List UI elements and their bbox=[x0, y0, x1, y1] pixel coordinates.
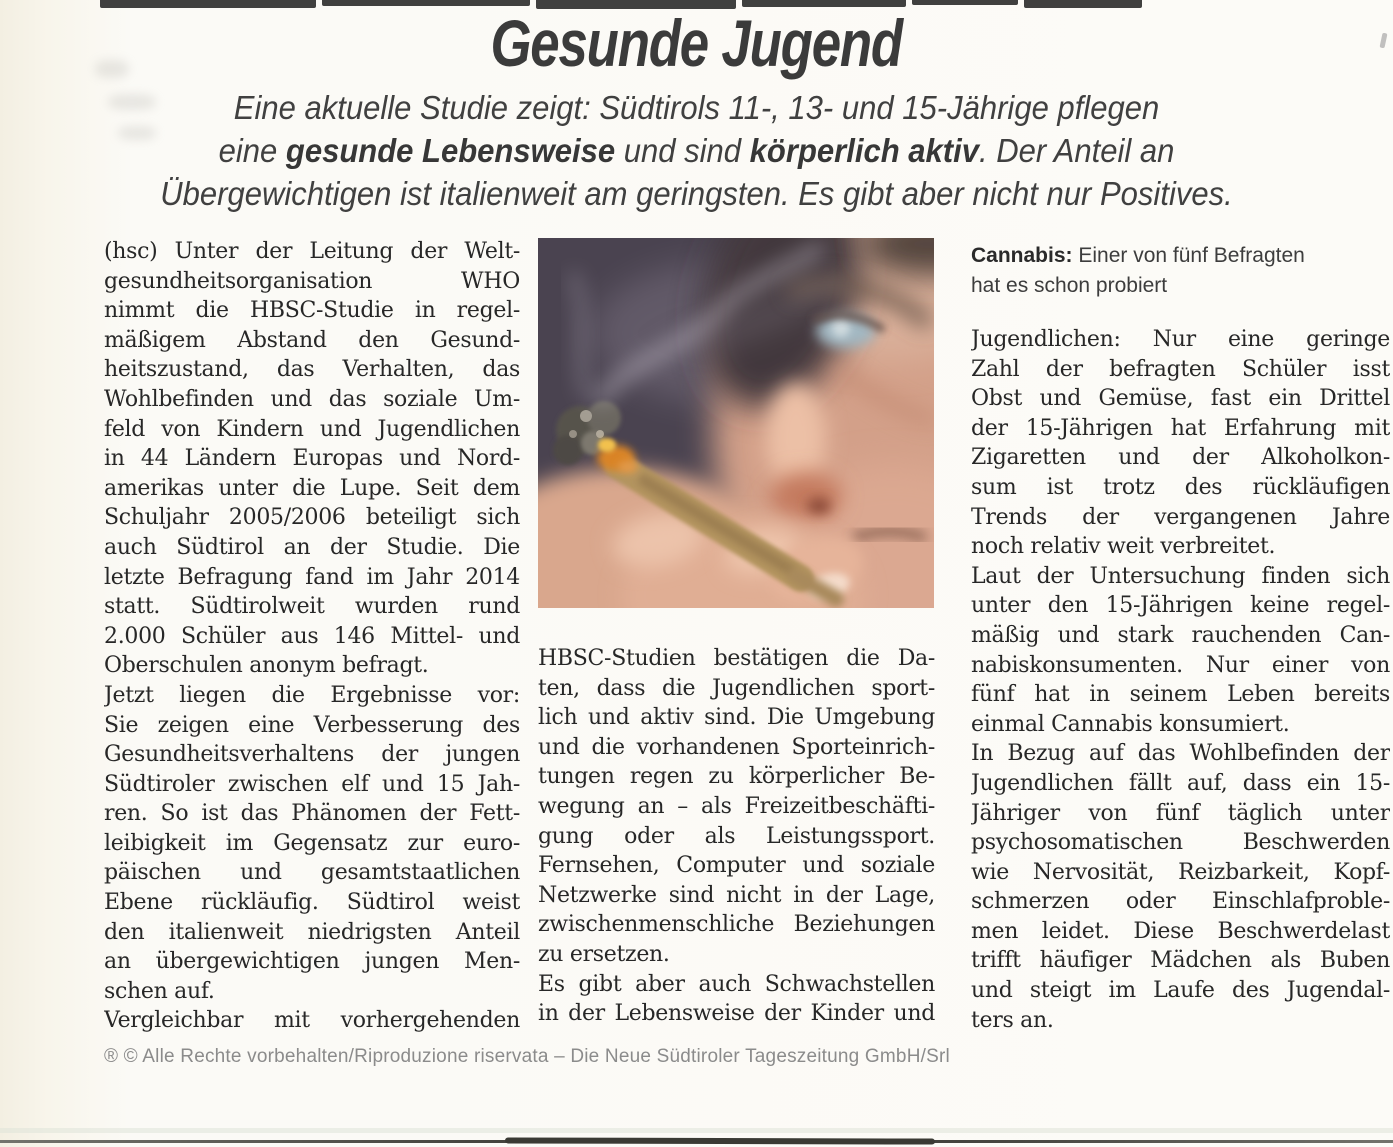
middle-column bbox=[538, 644, 935, 1029]
body-line: Schuljahr 2005/2006 beteiligt sich bbox=[104, 505, 520, 531]
caption-line-segment: Einer von fünf Befragten bbox=[1072, 244, 1305, 267]
scan-bottom-tint bbox=[0, 1128, 1393, 1133]
body-line: gung oder als Leistungssport. bbox=[538, 823, 935, 849]
body-line: lich und aktiv sind. Die Umgebung bbox=[538, 705, 935, 731]
body-line: statt. Südtirolweit wurden rund bbox=[104, 594, 520, 620]
body-line: nimmt die HBSC-Studie in regel- bbox=[104, 298, 520, 324]
body-line: trifft häufiger Mädchen als Buben bbox=[971, 948, 1390, 974]
body-line: Ebene rückläufig. Südtirol weist bbox=[104, 890, 520, 916]
body-line: päischen und gesamtstaatlichen bbox=[104, 860, 520, 886]
subtitle-line-bold-segment: gesunde Lebensweise bbox=[285, 132, 616, 169]
body-line: in der Lebensweise der Kinder und bbox=[538, 1001, 935, 1027]
caption-line bbox=[971, 241, 1391, 271]
body-line: HBSC-Studien bestätigen die Da- bbox=[538, 646, 935, 671]
body-line: und die vorhandenen Sporteinrich- bbox=[538, 734, 935, 760]
subtitle-line bbox=[42, 129, 1351, 172]
subtitle-line-bold-segment: körperlich aktiv bbox=[749, 132, 979, 169]
body-line: ters an. bbox=[971, 1007, 1054, 1033]
subtitle-line-segment: und sind bbox=[615, 132, 750, 169]
body-line: Trends der vergangenen Jahre bbox=[971, 504, 1390, 530]
subtitle-line-segment: Eine aktuelle Studie zeigt: Südtirols 11-, 13- und 15-Jährige pflegen bbox=[233, 89, 1160, 126]
body-line: der 15-Jährigen hat Erfahrung mit bbox=[971, 415, 1390, 441]
body-line: Jetzt liegen die Ergebnisse vor: bbox=[104, 682, 520, 708]
body-line: zwischenmenschliche Beziehungen bbox=[538, 912, 935, 938]
body-line: den italienweit niedrigsten Anteil bbox=[104, 919, 520, 945]
headline bbox=[0, 4, 1393, 82]
body-line: feld von Kindern und Jugendlichen bbox=[104, 416, 520, 442]
body-line: leibigkeit im Gegensatz zur euro- bbox=[104, 830, 520, 856]
body-line: Fernsehen, Computer und soziale bbox=[538, 853, 935, 879]
body-line: amerikas unter die Lupe. Seit dem bbox=[104, 475, 520, 501]
body-line: nabiskonsumenten. Nur einer von bbox=[971, 652, 1390, 678]
body-line: Oberschulen anonym befragt. bbox=[104, 653, 429, 679]
body-line: Jugendlichen: Nur eine geringe bbox=[971, 327, 1390, 352]
body-line: schmerzen oder Einschlafproble- bbox=[971, 889, 1390, 915]
body-line: psychosomatischen Beschwerden bbox=[971, 830, 1390, 856]
body-line: einmal Cannabis konsumiert. bbox=[971, 711, 1290, 737]
subtitle-line-segment: Übergewichtigen ist italienweit am geringsten. Es gibt aber nicht nur Positives. bbox=[160, 175, 1233, 212]
body-line: men leidet. Diese Beschwerdelast bbox=[971, 918, 1390, 944]
body-line: und steigt im Laufe des Jugendal- bbox=[971, 978, 1390, 1004]
body-line: Zigaretten und der Alkoholkon- bbox=[971, 445, 1390, 471]
body-line: 2.000 Schüler aus 146 Mittel- und bbox=[104, 623, 520, 649]
body-line: Südtiroler zwischen elf und 15 Jah- bbox=[104, 771, 520, 797]
subtitle-line bbox=[42, 86, 1351, 129]
body-line: Jugendlichen fällt auf, dass ein 15- bbox=[971, 770, 1390, 796]
body-line: noch relativ weit verbreitet. bbox=[971, 534, 1276, 560]
subtitle-line-segment: eine bbox=[218, 132, 286, 169]
body-line: Jähriger von fünf täglich unter bbox=[971, 800, 1390, 826]
body-line: auch Südtirol an der Studie. Die bbox=[104, 534, 520, 560]
caption-line-bold-segment: Cannabis: bbox=[971, 244, 1073, 267]
caption-line bbox=[971, 271, 1391, 301]
scan-bottom-edge-blob bbox=[505, 1137, 935, 1144]
body-line: letzte Befragung fand im Jahr 2014 bbox=[104, 564, 520, 590]
subtitle-line-segment: . Der Anteil an bbox=[978, 132, 1175, 169]
body-line: schen auf. bbox=[104, 978, 215, 1004]
body-line: sum ist trotz des rückläufigen bbox=[971, 474, 1390, 500]
caption-line-segment: hat es schon probiert bbox=[971, 274, 1168, 297]
body-line: wie Nervosität, Reizbarkeit, Kopf- bbox=[971, 859, 1390, 885]
body-line: Netzwerke sind nicht in der Lage, bbox=[538, 882, 935, 908]
body-line: unter den 15-Jährigen keine regel- bbox=[971, 593, 1390, 619]
body-line: (hsc) Unter der Leitung der Welt- bbox=[104, 239, 520, 264]
body-line: Sie zeigen eine Verbesserung des bbox=[104, 712, 520, 738]
body-line: zu ersetzen. bbox=[538, 941, 670, 967]
body-line: Laut der Untersuchung finden sich bbox=[971, 563, 1390, 589]
body-line: Zahl der befragten Schüler isst bbox=[971, 356, 1390, 382]
body-line: ren. So ist das Phänomen der Fett- bbox=[104, 801, 520, 827]
body-line: an übergewichtigen jungen Men- bbox=[104, 949, 520, 975]
body-line: in 44 Ländern Europas und Nord- bbox=[104, 446, 520, 472]
subtitle bbox=[0, 86, 1393, 215]
body-line: gesundheitsorganisation WHO bbox=[104, 268, 520, 294]
photo-illustration bbox=[538, 238, 934, 608]
body-line: Es gibt aber auch Schwachstellen bbox=[538, 971, 935, 997]
body-line: Wohlbefinden und das soziale Um- bbox=[104, 386, 520, 412]
copyright-footer: ® © Alle Rechte vorbehalten/Riproduzione riservata – Die Neue Südtiroler Tageszeitung GmbH/Srl bbox=[104, 1046, 950, 1067]
article-photo bbox=[538, 238, 934, 608]
body-line: Gesundheitsverhaltens der jungen bbox=[104, 742, 520, 768]
body-line: wegung an – als Freizeitbeschäfti- bbox=[538, 793, 935, 819]
body-line: ten, dass die Jugendlichen sport- bbox=[538, 675, 935, 701]
body-line: mäßig und stark rauchenden Can- bbox=[971, 622, 1390, 648]
body-line: tungen regen zu körperlicher Be- bbox=[538, 764, 935, 790]
body-line: In Bezug auf das Wohlbefinden der bbox=[971, 741, 1390, 767]
left-column bbox=[104, 237, 520, 1036]
body-line: heitszustand, das Verhalten, das bbox=[104, 357, 520, 383]
page-title: Gesunde Jugend bbox=[490, 6, 903, 80]
right-column bbox=[971, 325, 1390, 1035]
body-line: Vergleichbar mit vorhergehenden bbox=[104, 1008, 520, 1034]
subtitle-line bbox=[42, 172, 1351, 215]
body-line: fünf hat in seinem Leben bereits bbox=[971, 682, 1390, 708]
body-line: mäßigem Abstand den Gesund- bbox=[104, 327, 520, 353]
body-line: Obst und Gemüse, fast ein Drittel bbox=[971, 386, 1390, 412]
photo-caption bbox=[971, 241, 1391, 301]
